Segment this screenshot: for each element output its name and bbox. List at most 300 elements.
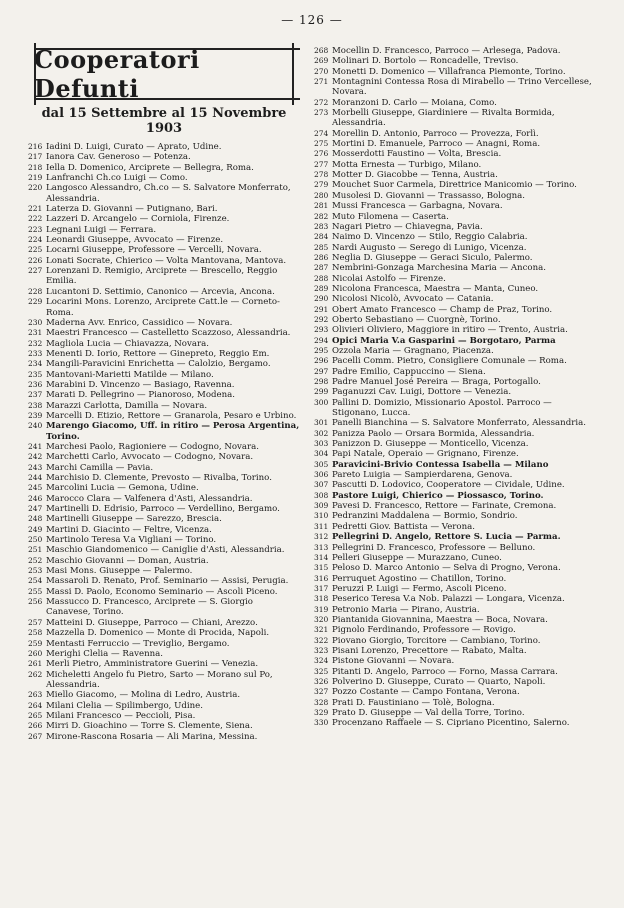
entry-number: 226	[28, 255, 43, 265]
entry-text: Prato D. Giuseppe — Val della Torre, Torino.	[332, 708, 525, 718]
list-item	[28, 587, 300, 597]
entry-text: Magliola Lucia — Chiavazza, Novara.	[46, 338, 209, 349]
entry-text: Monetti D. Domenico — Villafranca Piemonte, Torino.	[332, 66, 566, 77]
entry-text: Marcolini Lucia — Gemona, Udine.	[46, 483, 199, 494]
entry-text: Marchetti Carlo, Avvocato — Codogno, Novara.	[46, 452, 254, 463]
entry-text: Montagnini Contessa Rosa di Mirabello — Trino Vercellese, Novara.	[332, 77, 592, 98]
entry-number: 277	[314, 159, 329, 169]
entry-number: 225	[28, 245, 43, 255]
entry-text: Nagari Pietro — Chiavegna, Pavia.	[332, 221, 483, 232]
entry-number: 247	[28, 504, 43, 514]
entry-text: Marocco Clara — Valfenera d'Asti, Alessandria.	[46, 493, 253, 504]
list-item	[314, 470, 596, 480]
right-entry-list	[314, 46, 596, 729]
list-item	[28, 618, 300, 628]
entry-text: Nicolosi Nicolò, Avvocato — Catania.	[332, 294, 494, 305]
list-item	[314, 180, 596, 190]
entry-number: 250	[28, 535, 43, 545]
list-item	[314, 367, 596, 377]
entry-text: Pozzo Costante — Campo Fontana, Verona.	[332, 687, 520, 698]
list-item	[314, 56, 596, 66]
list-item	[28, 721, 300, 731]
list-item	[314, 667, 596, 677]
list-item	[28, 711, 300, 721]
list-item	[314, 460, 596, 470]
entry-text: Nembrini-Gonzaga Marchesina Maria — Ancona.	[332, 263, 546, 274]
entry-number: 274	[314, 128, 329, 138]
entry-text: Marcelli D. Etizio, Rettore — Granarola, Pesaro e Urbino.	[46, 410, 297, 421]
list-item	[314, 574, 596, 584]
entry-text: Pallini D. Domizio, Missionario Apostol. Parroco — Stigonano, Lucca.	[332, 397, 552, 419]
entry-number: 286	[314, 252, 329, 262]
list-item	[28, 597, 300, 618]
list-item	[28, 421, 300, 442]
list-item	[28, 732, 300, 742]
entry-text: Peloso D. Marco Antonio — Selva di Progno, Verona.	[332, 563, 561, 574]
entry-number: 280	[314, 190, 329, 200]
entry-number: 242	[28, 452, 43, 462]
entry-text: Massaroli D. Renato, Prof. Seminario — Assisi, Perugia.	[46, 576, 289, 587]
list-item	[28, 401, 300, 411]
entry-text: Marazzi Carlotta, Damilla — Novara.	[46, 400, 208, 411]
list-item	[314, 605, 596, 615]
list-item	[314, 687, 596, 697]
entry-number: 293	[314, 325, 329, 335]
entry-text: Legnani Luigi — Ferrara.	[46, 224, 157, 235]
list-item	[314, 563, 596, 573]
entry-text: Pelleri Giuseppe — Murazzano, Cuneo.	[332, 552, 502, 563]
entry-number: 229	[28, 297, 43, 307]
entry-text: Perruquet Agostino — Chatillon, Torino.	[332, 573, 507, 584]
list-item	[314, 708, 596, 718]
entry-number: 266	[28, 721, 43, 731]
entry-number: 262	[28, 669, 43, 679]
entry-text: Lazzeri D. Arcangelo — Corniola, Firenze.	[46, 214, 230, 225]
list-item	[314, 646, 596, 656]
list-item	[28, 576, 300, 586]
entry-number: 276	[314, 149, 329, 159]
entry-text: Laterza D. Giovanni — Putignano, Bari.	[46, 204, 218, 215]
list-item	[28, 494, 300, 504]
list-item	[28, 235, 300, 245]
entry-text: Mirri D. Gioachino — Torre S. Clemente, Siena.	[46, 721, 253, 732]
list-item	[28, 245, 300, 255]
entry-number: 309	[314, 501, 329, 511]
entry-text: Polverino D. Giuseppe, Curato — Quarto, Napoli.	[332, 676, 546, 687]
entry-text: Mortini D. Emanuele, Parroco — Anagni, Roma.	[332, 139, 541, 150]
list-item	[314, 77, 596, 98]
list-item	[314, 501, 596, 511]
entry-number: 253	[28, 566, 43, 576]
entry-number: 330	[314, 718, 329, 728]
list-item	[28, 545, 300, 555]
entry-number: 303	[314, 439, 329, 449]
entry-number: 327	[314, 687, 329, 697]
entry-number: 297	[314, 366, 329, 376]
list-item	[28, 556, 300, 566]
entry-number: 237	[28, 390, 43, 400]
list-item	[28, 328, 300, 338]
list-item	[314, 129, 596, 139]
entry-text: Mouchet Suor Carmela, Direttrice Manicomio — Torino.	[332, 180, 577, 191]
entry-number: 323	[314, 645, 329, 655]
list-item	[314, 201, 596, 211]
entry-number: 257	[28, 617, 43, 627]
entry-text: Pellegrini D. Angelo, Rettore S. Lucia — Parma.	[332, 532, 561, 543]
entry-number: 248	[28, 514, 43, 524]
entry-number: 227	[28, 266, 43, 276]
list-item	[314, 263, 596, 273]
entry-number: 255	[28, 586, 43, 596]
list-item	[314, 387, 596, 397]
entry-text: Maschio Giovanni — Doman, Austria.	[46, 555, 209, 566]
list-item	[314, 698, 596, 708]
list-item	[28, 514, 300, 524]
list-item	[314, 46, 596, 56]
list-item	[314, 594, 596, 604]
entry-number: 256	[28, 597, 43, 607]
entry-text: Pignolo Ferdinando, Professore — Rovigo.	[332, 625, 516, 636]
list-item	[314, 377, 596, 387]
list-item	[314, 439, 596, 449]
entry-number: 233	[28, 348, 43, 358]
list-item	[314, 615, 596, 625]
list-item	[314, 212, 596, 222]
entry-number: 296	[314, 356, 329, 366]
entry-number: 222	[28, 214, 43, 224]
list-item	[314, 336, 596, 346]
list-item	[314, 656, 596, 666]
entry-number: 259	[28, 638, 43, 648]
entry-text: Milani Clelia — Spilimbergo, Udine.	[46, 700, 203, 711]
list-item	[28, 701, 300, 711]
entry-text: Iella D. Domenico, Arciprete — Bellegra, Roma.	[46, 162, 254, 173]
list-item	[28, 163, 300, 173]
entry-text: Masi Mons. Giuseppe — Palermo.	[46, 566, 193, 577]
page-subtitle: dal 15 Settembre al 15 Novembre 1903	[41, 106, 287, 136]
list-item	[28, 504, 300, 514]
list-item	[314, 636, 596, 646]
list-item	[28, 214, 300, 224]
entry-number: 320	[314, 614, 329, 624]
entry-text: Pitanti D. Angelo, Parroco — Forno, Massa Carrara.	[332, 666, 558, 677]
entry-text: Martinolo Teresa V.a Vigliani — Torino.	[46, 535, 217, 546]
entry-number: 313	[314, 542, 329, 552]
entry-number: 272	[314, 97, 329, 107]
entry-text: Locarni Giuseppe, Professore — Vercelli, Novara.	[46, 245, 262, 256]
entry-text: Massi D. Paolo, Economo Seminario — Ascoli Piceno.	[46, 586, 278, 597]
entry-number: 317	[314, 583, 329, 593]
list-item	[314, 191, 596, 201]
entry-text: Pistone Giovanni — Novara.	[332, 656, 455, 667]
entry-text: Merighi Clelia — Ravenna.	[46, 648, 164, 659]
entry-number: 235	[28, 369, 43, 379]
entry-number: 308	[314, 490, 329, 500]
entry-number: 230	[28, 317, 43, 327]
entry-text: Mocellin D. Francesco, Parroco — Arlesega, Padova.	[332, 46, 561, 56]
entry-text: Molinari D. Bortolo — Roncadelle, Treviso.	[332, 56, 519, 67]
entry-text: Nicolona Francesca, Maestra — Manta, Cuneo.	[332, 283, 539, 294]
page-title: Cooperatori Defunti	[34, 45, 200, 103]
list-item	[314, 232, 596, 242]
list-item	[314, 315, 596, 325]
entry-text: Motter D. Giacobbe — Tenna, Austria.	[332, 170, 498, 181]
list-item	[28, 287, 300, 297]
entry-number: 218	[28, 162, 43, 172]
entry-text: Morellin D. Antonio, Parroco — Provezza, Forlì.	[332, 128, 539, 139]
entry-number: 319	[314, 604, 329, 614]
list-item	[314, 543, 596, 553]
entry-text: Lorenzani D. Remigio, Arciprete — Brescello, Reggio Emilia.	[46, 266, 278, 287]
entry-text: Mentasti Ferruccio — Treviglio, Bergamo.	[46, 638, 230, 649]
entry-text: Oberto Sebastiano — Cuorgnè, Torino.	[332, 314, 501, 325]
entry-text: Pacelli Comm. Pietro, Consigliere Comunale — Roma.	[332, 356, 567, 367]
entry-text: Nicolai Astolfo — Firenze.	[332, 273, 446, 284]
entry-number: 282	[314, 211, 329, 221]
list-item	[314, 429, 596, 439]
entry-number: 220	[28, 183, 43, 193]
list-item	[314, 222, 596, 232]
entry-number: 260	[28, 648, 43, 658]
entry-number: 224	[28, 235, 43, 245]
entry-number: 232	[28, 338, 43, 348]
entry-text: Muto Filomena — Caserta.	[332, 211, 449, 222]
entry-number: 294	[314, 335, 329, 345]
entry-text: Pellegrini D. Francesco, Professore — Belluno.	[332, 542, 536, 553]
list-item	[28, 380, 300, 390]
entry-text: Lonati Socrate, Chierico — Volta Mantovana, Mantova.	[46, 255, 287, 266]
list-item	[314, 139, 596, 149]
list-item	[314, 243, 596, 253]
entry-number: 275	[314, 139, 329, 149]
list-item	[314, 625, 596, 635]
list-item	[28, 483, 300, 493]
entry-text: Olivieri Oliviero, Maggiore in ritiro — Trento, Austria.	[332, 325, 568, 336]
list-item	[28, 183, 300, 204]
entry-text: Lucantoni D. Settimio, Canonico — Arcevia, Ancona.	[46, 286, 275, 297]
list-item	[28, 649, 300, 659]
entry-number: 239	[28, 410, 43, 420]
entry-number: 306	[314, 470, 329, 480]
list-item	[28, 525, 300, 535]
list-item	[314, 418, 596, 428]
list-item	[314, 356, 596, 366]
entry-number: 312	[314, 532, 329, 542]
entry-text: Piovano Giorgio, Torcitore — Cambiano, Torino.	[332, 635, 541, 646]
entry-text: Pedranzini Maddalena — Bormio, Sondrio.	[332, 511, 518, 522]
entry-text: Motta Ernesta — Turbigo, Milano.	[332, 159, 482, 170]
entry-number: 300	[314, 397, 329, 407]
entry-text: Marchi Camilla — Pavia.	[46, 462, 154, 473]
entry-number: 217	[28, 152, 43, 162]
list-item	[314, 325, 596, 335]
entry-text: Martinelli D. Edrisio, Parroco — Verdellino, Bergamo.	[46, 504, 280, 515]
entry-text: Mussi Francesca — Garbagna, Novara.	[332, 201, 503, 212]
list-item	[314, 170, 596, 180]
entry-text: Moranzoni D. Carlo — Moiana, Como.	[332, 97, 497, 108]
entry-text: Langosco Alessandro, Ch.co — S. Salvatore Monferrato, Alessandria.	[46, 183, 291, 204]
list-item	[314, 449, 596, 459]
entry-number: 267	[28, 731, 43, 741]
entry-text: Iadini D. Luigi, Curato — Aprato, Udine.	[46, 142, 222, 152]
entry-number: 289	[314, 283, 329, 293]
title-banner	[34, 45, 300, 103]
list-item	[314, 108, 596, 129]
entry-number: 265	[28, 710, 43, 720]
entry-number: 244	[28, 473, 43, 482]
entry-number: 273	[314, 108, 329, 118]
list-item	[28, 297, 300, 318]
list-item	[28, 670, 300, 691]
entry-text: Panizzon D. Giuseppe — Monticello, Vicenza.	[332, 439, 529, 450]
entry-number: 287	[314, 263, 329, 273]
entry-text: Martini D. Giacinto — Feltre, Vicenza.	[46, 524, 212, 535]
entry-text: Mirone-Rascona Rosaria — Ali Marina, Messina.	[46, 731, 258, 742]
left-column	[28, 46, 300, 742]
entry-text: Ianora Cav. Generoso — Potenza.	[46, 152, 191, 163]
list-item	[314, 253, 596, 263]
entry-number: 311	[314, 521, 329, 531]
entry-number: 315	[314, 563, 329, 573]
entry-number: 288	[314, 273, 329, 283]
entry-number: 291	[314, 304, 329, 314]
entry-text: Massucco D. Francesco, Arciprete — S. Giorgio Canavese, Torino.	[46, 597, 253, 618]
entry-text: Maestri Francesco — Castelletto Scazzoso, Alessandria.	[46, 328, 291, 339]
list-item	[314, 398, 596, 419]
entry-text: Morbelli Giuseppe, Giardiniere — Rivalta Bormida, Alessandria.	[332, 108, 555, 129]
entry-number: 216	[28, 142, 43, 151]
entry-text: Pisani Lorenzo, Precettore — Rabato, Malta.	[332, 645, 527, 656]
entry-number: 219	[28, 173, 43, 183]
entry-text: Matteini D. Giuseppe, Parroco — Chiani, Arezzo.	[46, 617, 258, 628]
list-item	[28, 566, 300, 576]
entry-number: 283	[314, 221, 329, 231]
list-item	[314, 305, 596, 315]
entry-number: 241	[28, 441, 43, 451]
entry-text: Peserico Teresa V.a Nob. Palazzi — Longara, Vicenza.	[332, 594, 565, 605]
list-item	[28, 390, 300, 400]
entry-number: 318	[314, 594, 329, 604]
entry-number: 305	[314, 459, 329, 469]
entry-text: Micheletti Angelo fu Pietro, Sarto — Morano sul Po, Alessandria.	[46, 669, 273, 690]
entry-number: 261	[28, 659, 43, 669]
list-item	[28, 256, 300, 266]
list-item	[314, 584, 596, 594]
entry-number: 252	[28, 555, 43, 565]
entry-number: 278	[314, 170, 329, 180]
list-item	[314, 491, 596, 501]
list-item	[28, 639, 300, 649]
entry-text: Milani Francesco — Peccioli, Pisa.	[46, 710, 196, 721]
list-item	[314, 98, 596, 108]
list-item	[28, 359, 300, 369]
list-item	[28, 349, 300, 359]
list-item	[314, 149, 596, 159]
list-item	[28, 370, 300, 380]
list-item	[28, 411, 300, 421]
list-item	[314, 294, 596, 304]
entry-text: Menenti D. Iorio, Rettore — Ginepreto, Reggio Em.	[46, 348, 270, 359]
list-item	[28, 204, 300, 214]
entry-number: 321	[314, 625, 329, 635]
list-item	[314, 284, 596, 294]
entry-text: Miello Giacomo, — Molina di Ledro, Austria.	[46, 690, 241, 701]
list-item	[28, 628, 300, 638]
entry-text: Panizza Paolo — Orsara Bormida, Alessandria.	[332, 428, 535, 439]
entry-number: 228	[28, 286, 43, 296]
entry-number: 243	[28, 462, 43, 472]
entry-number: 310	[314, 511, 329, 521]
entry-number: 298	[314, 377, 329, 386]
entry-number: 284	[314, 232, 329, 242]
right-column	[314, 46, 596, 729]
entry-text: Opici Maria V.a Gasparini — Borgotaro, Parma	[332, 335, 556, 346]
entry-number: 270	[314, 66, 329, 76]
entry-number: 263	[28, 690, 43, 700]
entry-number: 281	[314, 201, 329, 211]
list-item	[314, 480, 596, 490]
entry-text: Prati D. Faustiniano — Tolè, Bologna.	[332, 697, 495, 708]
entry-number: 231	[28, 328, 43, 338]
entry-number: 268	[314, 46, 329, 55]
list-item	[28, 266, 300, 287]
entry-number: 221	[28, 204, 43, 214]
entry-number: 314	[314, 552, 329, 562]
entry-number: 322	[314, 635, 329, 645]
entry-text: Merli Pietro, Amministratore Guerini — Venezia.	[46, 659, 259, 670]
entry-number: 325	[314, 666, 329, 676]
entry-number: 251	[28, 545, 43, 555]
entry-text: Marchesi Paolo, Ragioniere — Codogno, Novara.	[46, 441, 260, 452]
entry-text: Mosserdotti Faustino — Volta, Brescia.	[332, 149, 502, 160]
entry-text: Ozzola Maria — Gragnano, Piacenza.	[332, 345, 494, 356]
entry-text: Marchisio D. Clemente, Prevosto — Rivalba, Torino.	[46, 473, 272, 483]
entry-text: Lanfranchi Ch.co Luigi — Como.	[46, 173, 188, 184]
entry-number: 304	[314, 449, 329, 459]
entry-number: 299	[314, 387, 329, 397]
entry-number: 301	[314, 418, 329, 428]
entry-number: 245	[28, 483, 43, 493]
entry-number: 326	[314, 676, 329, 686]
entry-number: 292	[314, 314, 329, 324]
entry-text: Obert Amato Francesco — Champ de Praz, Torino.	[332, 304, 553, 315]
entry-text: Martinelli Giuseppe — Sarezzo, Brescia.	[46, 514, 222, 525]
entry-text: Nardi Augusto — Serego di Lunigo, Vicenza.	[332, 242, 527, 253]
list-item	[28, 442, 300, 452]
list-item	[28, 152, 300, 162]
entry-text: Pavesi D. Francesco, Rettore — Farinate, Cremona.	[332, 501, 557, 512]
entry-number: 258	[28, 628, 43, 638]
list-item	[28, 339, 300, 349]
entry-text: Petronio Maria — Pirano, Austria.	[332, 604, 480, 615]
entry-number: 290	[314, 294, 329, 304]
entry-text: Locarini Mons. Lorenzo, Arciprete Catt.le — Corneto-Roma.	[46, 297, 280, 318]
entry-text: Mazzella D. Domenico — Monte di Procida, Napoli.	[46, 628, 270, 639]
entry-text: Maderna Avv. Enrico, Cassidico — Novara.	[46, 317, 233, 328]
entry-number: 329	[314, 708, 329, 717]
list-item	[28, 463, 300, 473]
list-item	[28, 225, 300, 235]
list-item	[314, 677, 596, 687]
entry-text: Marengo Giacomo, Uff. in ritiro — Perosa Argentina, Torino.	[46, 421, 300, 442]
list-item	[28, 690, 300, 700]
entry-number: 328	[314, 697, 329, 707]
list-item	[28, 142, 300, 152]
list-item	[314, 160, 596, 170]
entry-text: Musolesi D. Giovanni — Trassasso, Bologna.	[332, 190, 525, 201]
entry-text: Leonardi Giuseppe, Avvocato — Firenze.	[46, 235, 224, 246]
entry-text: Mangili-Paravicini Enrichetta — Calolzio, Bergamo.	[46, 359, 271, 370]
